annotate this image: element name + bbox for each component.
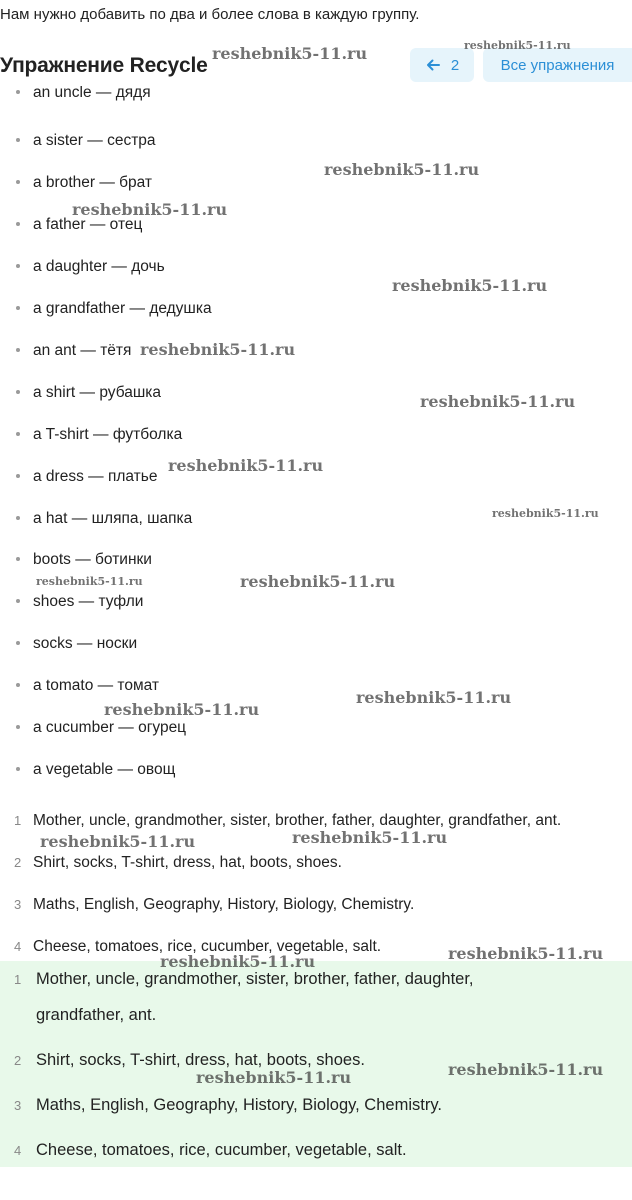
answer-item: 2 Shirt, socks, T-shirt, dress, hat, boots, shoes.: [14, 1051, 365, 1069]
list-item: a hat — шляпа, шапка: [16, 510, 192, 528]
list-item: boots — ботинки: [16, 551, 152, 569]
watermark: reshebnik5-11.ru: [464, 39, 571, 52]
list-item: a vegetable — овощ: [16, 761, 175, 779]
watermark: reshebnik5-11.ru: [356, 688, 512, 707]
list-item: a shirt — рубашка: [16, 384, 161, 402]
bullet-icon: [16, 432, 20, 436]
watermark: reshebnik5-11.ru: [324, 160, 480, 179]
page-title: Упражнение Recycle: [0, 54, 208, 77]
list-item: an uncle — дядя: [16, 86, 151, 102]
answer-box: [0, 961, 632, 1167]
prev-exercise-button[interactable]: [410, 48, 474, 82]
watermark: reshebnik5-11.ru: [196, 1068, 352, 1087]
watermark: reshebnik5-11.ru: [168, 456, 324, 475]
list-item: a sister — сестра: [16, 132, 156, 150]
bullet-icon: [16, 474, 20, 478]
list-item: a brother — брат: [16, 174, 152, 192]
bullet-icon: [16, 264, 20, 268]
bullet-icon: [16, 390, 20, 394]
arrow-left-icon: [425, 57, 441, 73]
intro-text: Нам нужно добавить по два и более слова в каждую группу.: [0, 6, 420, 23]
bullet-icon: [16, 306, 20, 310]
answer-item: 1 Mother, uncle, grandmother, sister, brother, father, daughter,: [14, 970, 474, 988]
list-item: a grandfather — дедушка: [16, 300, 212, 318]
list-item: an ant — тётя: [16, 342, 131, 360]
list-item: socks — носки: [16, 635, 137, 653]
bullet-icon: [16, 683, 20, 687]
bullet-icon: [16, 348, 20, 352]
watermark: reshebnik5-11.ru: [240, 572, 396, 591]
bullet-icon: [16, 222, 20, 226]
answer-item: 4 Cheese, tomatoes, rice, cucumber, vegetable, salt.: [14, 1141, 407, 1159]
bullet-icon: [16, 90, 20, 94]
list-item: a father — отец: [16, 216, 142, 234]
all-exercises-button[interactable]: Все упражнения: [483, 48, 632, 82]
bullet-icon: [16, 767, 20, 771]
list-item: a daughter — дочь: [16, 258, 165, 276]
bullet-icon: [16, 557, 20, 561]
watermark: reshebnik5-11.ru: [140, 340, 296, 359]
list-item: a tomato — томат: [16, 677, 159, 695]
bullet-icon: [16, 138, 20, 142]
list-item: a cucumber — огурец: [16, 719, 186, 737]
watermark: reshebnik5-11.ru: [160, 952, 316, 971]
answer-item-continuation: grandfather, ant.: [36, 1006, 157, 1024]
vocab-clipped-row: [0, 86, 632, 112]
list-item: 2 Shirt, socks, T-shirt, dress, hat, boots, shoes.: [14, 854, 342, 871]
watermark: reshebnik5-11.ru: [72, 200, 228, 219]
list-item: a T-shirt — футболка: [16, 426, 182, 444]
list-item: a dress — платье: [16, 468, 157, 486]
watermark: reshebnik5-11.ru: [40, 832, 196, 851]
bullet-icon: [16, 641, 20, 645]
bullet-icon: [16, 599, 20, 603]
bullet-icon: [16, 725, 20, 729]
watermark: reshebnik5-11.ru: [448, 1060, 604, 1079]
prev-exercise-label: 2: [450, 56, 460, 74]
bullet-icon: [16, 516, 20, 520]
watermark: reshebnik5-11.ru: [492, 507, 599, 520]
list-item: 4 Cheese, tomatoes, rice, cucumber, vegetable, salt.: [14, 938, 382, 955]
bullet-icon: [16, 180, 20, 184]
watermark: reshebnik5-11.ru: [104, 700, 260, 719]
list-item: shoes — туфли: [16, 593, 143, 611]
list-item: 3 Maths, English, Geography, History, Biology, Chemistry.: [14, 896, 415, 913]
watermark: reshebnik5-11.ru: [420, 392, 576, 411]
answer-item: 3 Maths, English, Geography, History, Biology, Chemistry.: [14, 1096, 442, 1114]
watermark: reshebnik5-11.ru: [292, 828, 448, 847]
watermark: reshebnik5-11.ru: [392, 276, 548, 295]
watermark: reshebnik5-11.ru: [36, 575, 143, 588]
watermark: reshebnik5-11.ru: [212, 44, 368, 63]
watermark: reshebnik5-11.ru: [448, 944, 604, 963]
list-item: 1 Mother, uncle, grandmother, sister, brother, father, daughter, grandfather, ant.: [14, 812, 562, 829]
